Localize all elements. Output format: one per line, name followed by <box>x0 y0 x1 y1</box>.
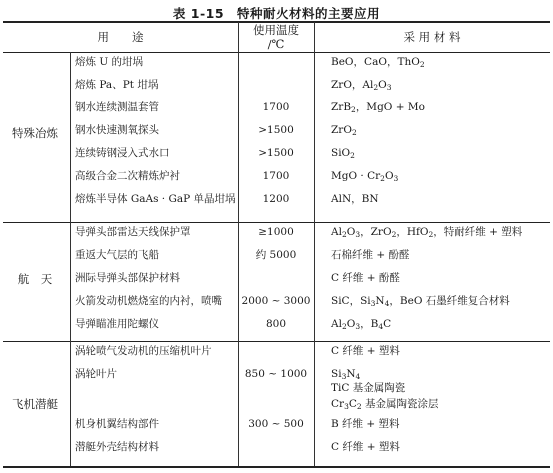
use-cell: 连续铸钢浸入式水口 <box>75 147 170 159</box>
material-cell-extra: TiC 基金属陶瓷 <box>331 382 406 394</box>
material-cell: 石棉纤维 + 酚醛 <box>331 249 410 261</box>
use-cell: 潜艇外壳结构材料 <box>75 441 159 453</box>
material-cell: ZrO$_2$ <box>331 124 357 137</box>
use-cell: 熔炼半导体 GaAs · GaP 单晶坩埚 <box>75 193 236 205</box>
material-cell-extra: $Cr_3C_2$ 基金属陶瓷涂层 <box>331 398 439 411</box>
use-cell: 熔炼 Pa、Pt 坩埚 <box>75 79 159 91</box>
material-cell: C 纤维 + 酚醛 <box>331 272 400 284</box>
use-cell: 重返大气层的飞船 <box>75 249 159 261</box>
temperature-cell: 1200 <box>262 193 290 205</box>
category-label: 特殊冶炼 <box>12 126 58 140</box>
temperature-cell: >1500 <box>258 147 294 159</box>
temperature-cell: 2000 ~ 3000 <box>241 295 311 307</box>
header-temp-line1: 使用温度 <box>253 23 299 37</box>
table-caption: 表 1-15 特种耐火材料的主要应用 <box>172 6 381 21</box>
use-cell: 涡轮喷气发动机的压缩机叶片 <box>75 345 212 357</box>
material-cell: $Si_3N_4$ <box>331 368 361 381</box>
use-cell: 机身机翼结构部件 <box>75 418 159 430</box>
bottom-rule <box>3 466 550 468</box>
material-cell: C 纤维 + 塑料 <box>331 441 400 453</box>
header-rule <box>3 52 550 53</box>
material-cell: $Al_2O_3$，$B_4C$ <box>331 318 392 331</box>
use-cell: 导弹瞄准用陀螺仪 <box>75 318 159 330</box>
material-cell: B 纤维 + 塑料 <box>331 418 400 430</box>
material-cell: MgO · $Cr_2O_3$ <box>331 170 399 183</box>
use-cell: 钢水快速测氧探头 <box>75 124 159 136</box>
use-cell: 钢水连续测温套管 <box>75 101 159 113</box>
header-material: 采 用 材 料 <box>403 30 461 44</box>
temperature-cell: 850 ~ 1000 <box>244 368 308 380</box>
header-use: 用 途 <box>97 30 144 44</box>
use-cell: 熔炼 U 的坩埚 <box>75 56 144 68</box>
use-cell: 高级合金二次精炼炉衬 <box>75 170 180 182</box>
material-cell: BeO，CaO，ThO$_2$ <box>331 56 425 69</box>
use-cell: 导弹头部雷达天线保护罩 <box>75 226 191 238</box>
material-cell: AlN，BN <box>331 193 379 205</box>
temperature-cell: 1700 <box>262 101 290 113</box>
material-cell: $Al_2O_3$，ZrO$_2$，HfO$_2$，特耐纤维 + 塑料 <box>331 226 523 239</box>
material-cell: SiC，$Si_3N_4$，BeO 石墨纤维复合材料 <box>331 295 510 308</box>
temperature-cell: ≥1000 <box>258 226 294 238</box>
category-label: 飞机潜艇 <box>12 397 58 411</box>
temperature-cell: >1500 <box>258 124 294 136</box>
temperature-cell: 800 <box>265 318 287 330</box>
material-cell: C 纤维 + 塑料 <box>331 345 400 357</box>
header-temp <box>238 23 314 51</box>
group-rule-2 <box>3 341 550 342</box>
header-temp-line2: /℃ <box>267 37 285 51</box>
col-divider-category <box>70 52 71 466</box>
temperature-cell: 1700 <box>262 170 290 182</box>
use-cell: 火箭发动机燃烧室的内衬，喷嘴 <box>75 295 222 307</box>
material-cell: ZrO，$Al_2O_3$ <box>331 79 392 92</box>
material-cell: ZrB$_2$，MgO + Mo <box>331 101 425 114</box>
temperature-cell: 300 ~ 500 <box>248 418 304 430</box>
temperature-cell: 约 5000 <box>255 249 297 261</box>
material-cell: SiO$_2$ <box>331 147 355 160</box>
use-cell: 涡轮叶片 <box>75 368 117 380</box>
col-divider-use <box>238 22 239 466</box>
use-cell: 洲际导弹头部保护材料 <box>75 272 180 284</box>
group-rule-1 <box>3 222 550 223</box>
category-label: 航 天 <box>17 272 53 286</box>
col-divider-temp <box>314 22 315 466</box>
